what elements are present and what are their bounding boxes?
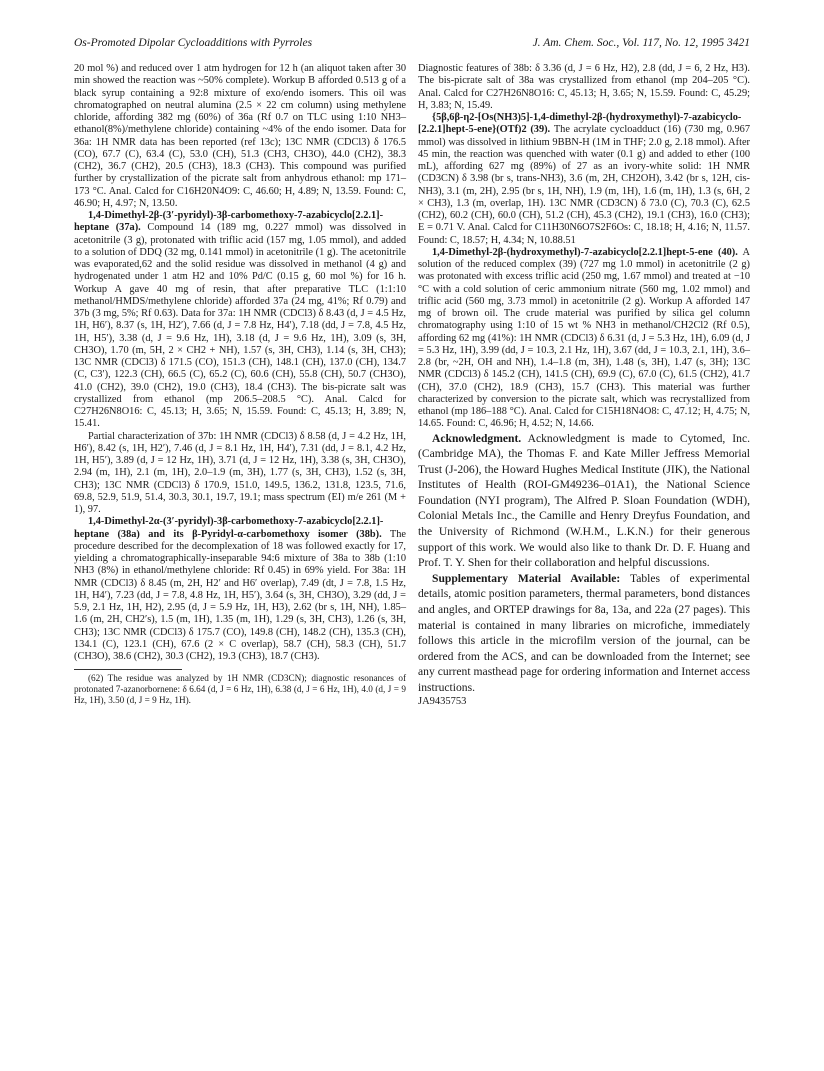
paragraph-39-body: The acrylate cycloadduct (16) (730 mg, 0.967 mmol) was dissolved in lithium 9BBN-H (1M in THF; 2.0 g, 2.18 mmol). After 45 min, the reaction was quenched with water (0.1 g) and added to ether (100 mL), affording 627 mg (89%) of 27 as an ivory-white solid: 1H NMR (CD3CN) δ 3.98 (br s, trans-NH3), 3.6 (m, 2H, CH2OH), 3.42 (br s, 12H, cis-NH3), 3.1 (m, 2H), 2.95 (br s, 1H, NH), 1.9 (m, 1H), 1.6 (m, 1H), 1.3 (s, 6H, 2 × CH3), 1.3 (m, overlap, 1H). 13C NMR (CD3CN) δ 73.0 (C), 70.3 (C), 62.5 (CH2), 60.2 (CH), 60.0 (CH), 51.2 (CH), 45.3 (CH2), 19.1 (CH3), 16.0 (CH3); E = 0.71 V. Anal. Calcd for C11H30N6O7S2F6Os: C, 18.18; H, 4.16; N, 11.57. Found: C, 18.57; H, 4.34; N, 10.88.51: [418, 124, 751, 246]
right-column: [418, 63, 750, 708]
compound-title-37a: 1,4-Dimethyl-2β-(3′-pyridyl)-3β-carbomethoxy-7-azabicyclo[2.2.1]-heptane (37a).: [74, 210, 384, 234]
compound-title-38a: 1,4-Dimethyl-2α-(3′-pyridyl)-3β-carbomethoxy-7-azabicyclo[2.2.1]-heptane (38a) and its β-Pyridyl-α-carbomethoxy isomer (38b).: [74, 516, 384, 540]
article-code: JA9435753: [418, 695, 467, 707]
acknowledgment-body: Acknowledgment is made to Cytomed, Inc. (Cambridge MA), the Thomas F. and Kate Miller Jeffress Memorial Trust (J-206), the Howard Hughes Medical Institute (JIK), the National Institutes of Health (ROI-GM49236–01A1), the National Science Foundation (NYI program), The Alfred P. Sloan Foundation (WDH), Colonial Metals Inc., the Camille and Henry Dreyfus Foundation, and the University of Richmond (W.H.M., L.K.N.) for their generous support of this work. We would also like to thank Dr. D. F. Huang and Prof. T. Y. Shen for their collaboration and helpful discussions.: [418, 431, 750, 570]
footnote-divider: [74, 669, 182, 670]
supplementary-material: [418, 571, 750, 696]
paragraph-40: [418, 247, 750, 431]
paragraph-37a-body: Compound 14 (189 mg, 0.227 mmol) was dissolved in acetonitrile (3 g), protonated with triflic acid (157 mg, 1.05 mmol), and added to a solution of DDQ (32 mg, 0.141 mmol) in acetonitrile (1 g). The acetonitrile was evaporated,62 and the solid residue was dissolved in methanol (4 g) and hydrogenated under 1 atm H2 and 10% Pd/C (0.15 g, 60 mol %) for 16 h. Workup A gave 40 mg of resin, that after preparative TLC (1:1:10 methanol/HMDS/methylene chloride) afforded 37a (24 mg, 41%; Rf 0.79) and 37b (3 mg, 5%; Rf 0.63). Data for 37a: 1H NMR (CDCl3) δ 8.43 (d, J = 4.5 Hz, 1H, H6′), 8.37 (s, 1H, H2′), 7.66 (d, J = 7.8 Hz, H4′), 7.18 (dd, J = 7.8, 4.5 Hz, 1H, H5′), 3.38 (d, J = 9.6 Hz, 1H), 3.18 (d, J = 9.6 Hz, 1H), 3.09 (s, 3H, CH3O), 1.70 (m, 5H, 2 × CH2 + NH), 1.57 (s, 3H, CH3), 1.14 (s, 3H, CH3); 13C NMR (CDCl3) δ 171.5 (CO), 151.3 (CH), 148.1 (CH), 137.0 (CH), 134.7 (C, C3′), 122.3 (CH), 66.5 (C), 65.2 (C), 60.6 (CH), 55.8 (CH), 50.7 (CH3O), 41.0 (CH2), 39.0 (CH2), 19.0 (CH3), 18.4 (CH3). The bis-picrate salt was crystallized from ethanol (mp 206.5–208.5 °C). Anal. Calcd for C27H26N8O16: C, 45.13; H, 3.65; N, 15.59. Found: C, 45.13; H, 3.89; N, 15.41.: [74, 222, 406, 430]
supplementary-heading: Supplementary Material Available:: [432, 571, 621, 585]
paragraph-36a-workup: 20 mol %) and reduced over 1 atm hydrogen for 12 h (an aliquot taken after 30 min showed the reaction was ~50% complete). Workup B afforded 0.513 g of a black syrup containing a 92:8 mixture of exo/endo isomers. This oil was chromatographed on neutral alumina (2.5 × 22 cm column) using methylene chloride, affording 382 mg (60%) of 36a (Rf 0.7 on TLC using 1:10 NH3–ethanol(8%)/methylene chloride) containing ~4% of the endo isomer. Data for 36a: 1H NMR data has been reported (ref 13c); 13C NMR (CDCl3) δ 176.5 (CO), 67.7 (C), 63.4 (C), 53.0 (CH), 51.3 (CH3, CH3O), 44.0 (CH2), 38.3 (CH2), 36.7 (CH2), 20.5 (CH3), 18.3 (CH3). This compound was purified further by crystallization of the picrate salt from anhydrous ethanol: mp 171–173 °C. Anal. Calcd for C16H20N4O9: C, 46.60; H, 4.89; N, 13.59. Found: C, 46.90; H, 4.97; N, 13.50.: [74, 63, 406, 209]
paragraph-37b: Partial characterization of 37b: 1H NMR (CDCl3) δ 8.58 (d, J = 4.2 Hz, 1H, H6′), 8.42 (s, 1H, H2′), 7.46 (d, J = 8.1 Hz, 1H, H4′), 7.31 (dd, J = 8.1, 4.2 Hz, 1H, H5′), 3.89 (d, J = 12 Hz, 1H), 3.71 (d, J = 12 Hz, 1H), 3.38 (s, 3H, CH3O), 2.94 (m, 1H), 2.1 (m, 1H), 2.0–1.9 (m, 3H), 1.77 (s, 3H, CH3), 1.52 (s, 3H, CH3); 13C NMR (CDCl3) δ 170.9, 151.0, 149.5, 136.2, 131.8, 123.5, 71.6, 69.8, 52.9, 51.9, 51.4, 30.3, 30.1, 19.7, 19.1; mass spectrum (EI) m/e 261 (M + 1), 97.: [74, 430, 406, 515]
footnote-62: (62) The residue was analyzed by 1H NMR (CD3CN); diagnostic resonances of protonated 7-azanorbornene: δ 6.64 (d, J = 6 Hz, 1H), 6.38 (d, J = 6 Hz, 1H), 4.0 (d, J = 9 Hz, 1H), 3.50 (d, J = 9 Hz, 1H).: [74, 673, 406, 706]
paragraph-39: [418, 112, 750, 247]
paragraph-37a: [74, 210, 406, 431]
compound-title-40: 1,4-Dimethyl-2β-(hydroxymethyl)-7-azabicyclo[2.2.1]hept-5-ene (40).: [432, 246, 738, 258]
left-column: [74, 63, 406, 706]
header-title: Os-Promoted Dipolar Cycloadditions with Pyrroles: [74, 37, 313, 49]
acknowledgment: [418, 431, 750, 571]
paragraph-38a: [74, 516, 406, 663]
header-journal-citation: J. Am. Chem. Soc., Vol. 117, No. 12, 1995 3421: [532, 37, 750, 49]
compound-title-39: {5β,6β-η2-[Os(NH3)5]-1,4-dimethyl-2β-(hydroxymethyl)-7-azabicyclo-[2.2.1]hept-5-ene}(OTf)2 (39).: [418, 112, 742, 136]
paragraph-38a-body: The procedure described for the decomplexation of 18 was followed exactly for 17, yielding a chromatographically-inseparable 94:6 mixture of 38a to 38b (1:10 NH3 (8%) in ethanol/methylene chloride: Rf 0.45) in 69% yield. For 38a: 1H NMR (CDCl3) δ 8.45 (m, 2H, H2′ and H6′ overlap), 7.49 (dt, J = 7.8, 1.5 Hz, 1H, H4′), 7.23 (dd, J = 7.8, 4.8 Hz, 1H, H5′), 3.64 (s, 3H, CH3O), 3.29 (dd, J = 5.9, 2.1 Hz, 1H, H2), 2.95 (d, J = 5.9 Hz, 1H, H3), 2.62 (br s, 1H, NH), 1.85–1.6 (m, 2H, CH2′s), 1.5 (m, 1H), 1.35 (m, 1H), 1.29 (s, 3H, CH3), 1.26 (s, 3H, CH3); 13C NMR (CDCl3) δ 175.7 (CO), 149.8 (CH), 148.2 (CH), 135.3 (CH), 134.1 (C), 123.1 (CH), 67.6 (2 × C overlap), 58.7 (CH), 58.3 (CH), 51.7 (CH3O), 38.6 (CH2), 30.3 (CH2), 19.3 (CH3), 18.7 (CH3).: [74, 528, 407, 662]
running-header: [74, 37, 750, 53]
acknowledgment-heading: Acknowledgment.: [432, 431, 522, 445]
paragraph-38b: Diagnostic features of 38b: δ 3.36 (d, J = 6 Hz, H2), 2.8 (dd, J = 6, 2 Hz, H3). The bis-picrate salt of 38a was crystallized from ethanol (mp 204–205 °C). Anal. Calcd for C27H26N8O16: C, 45.13; H, 3.65; N, 15.59. Found: C, 45.29; H, 3.83; N, 15.49.: [418, 63, 750, 111]
paragraph-40-body: A solution of the reduced complex (39) (727 mg 1.0 mmol) in acetonitrile (2 g) was protonated with excess triflic acid (250 mg, 1.67 mmol) and treated at −10 °C with a cold solution of ceric ammonium nitrate (560 mg, 1.02 mmol) and triflic acid (560 mg, 3.73 mmol) in acetonitrile (2 g). Workup A afforded 147 mg of brown oil. The crude material was purified by silica gel column chromatography using 1:10 of 15 wt % NH3 in methanol/CH2Cl2 (Rf 0.5), affording 62 mg (41%): 1H NMR (CDCl3) δ 6.31 (d, J = 5.3 Hz, 1H), 6.09 (d, J = 5.3 Hz, 1H), 3.99 (dd, J = 10.3, 2.1 Hz, 1H), 3.67 (dd, J = 10.3, 2.1, 1H), 3.6–2.8 (br, ~2H, OH and NH), 1.4–1.8 (m, 3H), 1.48 (s, 3H), 1.47 (s, 3H); 13C NMR (CDCl3) δ 145.2 (CH), 141.5 (CH), 69.9 (C), 67.0 (C), 61.5 (CH2), 41.7 (CH), 37.0 (CH2), 18.9 (CH3), 15.7 (CH3). This material was further characterized by conversion to the picrate salt, which was recrystallized from ethanol (mp 186–188 °C). Anal. Calcd for C15H18N4O8: C, 47.12; H, 4.75; N, 14.65. Found: C, 46.96; H, 4.52; N, 14.66.: [418, 246, 750, 430]
supplementary-body: Tables of experimental details, atomic position parameters, thermal parameters, bond distances and angles, and ORTEP drawings for 8a, 13a, and 22a (27 pages). This material is contained in many libraries on microfiche, immediately follows this article in the microfilm version of the journal, can be ordered from the ACS, and can be downloaded from the Internet; see any current masthead page for ordering information and Internet access instructions.: [418, 571, 750, 694]
